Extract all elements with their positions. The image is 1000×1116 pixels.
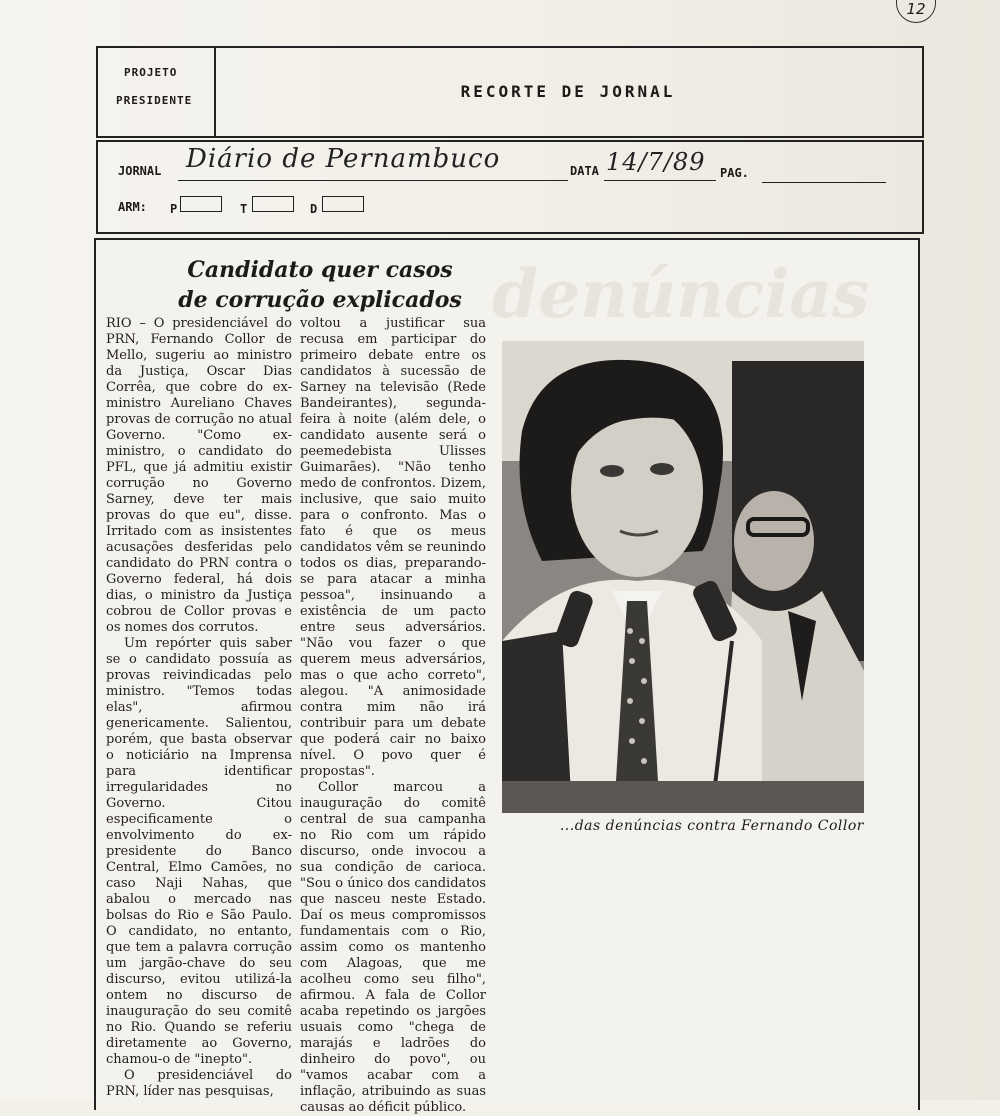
project-label-line1: PROJETO	[124, 66, 178, 79]
arm-d-label: D	[310, 202, 318, 216]
pag-underline	[762, 182, 886, 183]
corner-page-mark: 12	[896, 0, 936, 23]
article-column-1	[106, 316, 292, 1100]
jornal-label: JORNAL	[118, 164, 162, 178]
newspaper-info-box	[96, 140, 924, 234]
col2-paragraph-2: Collor marcou a inauguração do comitê central de sua campanha no Rio com um rápido discurso, onde invocou a sua condição de carioca. "Sou o único dos candidatos que nasceu neste Estado. Daí os meus compromissos fundamentais com o Rio, assim como os mantenho com Alagoas, que me acolheu como seu filho", afirmou. A fala de Collor acaba repetindo os jargões usuais como "chega de marajás e ladrões do dinheiro do povo", ou "vamos acabar com a inflação, atribuindo as suas causas ao déficit público.	[300, 780, 486, 1115]
project-label	[98, 48, 216, 136]
arm-p-label: P	[170, 202, 178, 216]
jornal-underline	[178, 180, 568, 181]
form-title: RECORTE DE JORNAL	[460, 82, 676, 101]
bleedthrough-headline: denúncias	[492, 255, 870, 333]
headline-line1: Candidato quer casos	[187, 257, 453, 283]
col1-paragraph-2: Um repórter quis saber se o candidato possuía as provas reivindicadas pelo ministro. "Temos todas elas", afirmou genericamente. Salientou, porém, que basta observar o noticiário na Imprensa para identificar irregularidades no Governo. Citou especificamente o envolvimento do ex-presidente do Banco Central, Elmo Camões, no caso Naji Nahas, que abalou o mercado nas bolsas do Rio e São Paulo. O candidato, no entanto, que tem a palavra corrução um jargão-chave do seu discurso, evitou utilizá-la ontem no discurso de inauguração do seu comitê no Rio. Quando se referiu diretamente ao Governo, chamou-o de "inepto".	[106, 636, 292, 1067]
header-box	[96, 46, 924, 138]
news-photo	[502, 341, 864, 813]
arm-label: ARM:	[118, 200, 147, 214]
project-label-line2: PRESIDENTE	[116, 94, 193, 107]
arm-t-box	[252, 196, 294, 212]
col1-paragraph-1: RIO – O presidenciável do PRN, Fernando Collor de Mello, sugeriu ao ministro da Justiça, Oscar Dias Corrêa, que cobre do ex-ministro Aureliano Chaves provas de corrução no atual Governo. "Como ex-ministro, o candidato do PFL, que já admitiu existir corrução no Governo Sarney, deve ter mais provas do que eu", disse. Irritado com as insistentes acusações desferidas pelo candidato do PRN contra o Governo federal, há dois dias, o ministro da Justiça cobrou de Collor provas e os nomes dos corrutos.	[106, 316, 292, 635]
data-handwritten-value: 14/7/89	[606, 148, 706, 176]
jornal-handwritten-value: Diário de Pernambuco	[186, 144, 501, 174]
arm-t-label: T	[240, 202, 248, 216]
col2-paragraph-1: voltou a justificar sua recusa em participar do primeiro debate entre os candidatos à sucessão de Sarney na televisão (Rede Bandeirantes), segunda-feira à noite (além dele, o candidato ausente será o peemedebista Ulisses Guimarães). "Não tenho medo de confrontos. Dizem, inclusive, que saio muito para o confronto. Mas o fato é que os meus candidatos vêm se reunindo todos os dias, preparando-se para atacar a minha pessoa", insinuando a existência de um pacto entre seus adversários. "Não vou fazer o que querem meus adversários, mas o que acho correto", alegou. "A animosidade contra mim não irá contribuir para um debate que poderá cair no baixo nível. O povo quer é propostas".	[300, 316, 486, 779]
article-headline	[150, 255, 490, 315]
data-label: DATA	[570, 164, 599, 178]
article-column-2	[300, 316, 486, 1116]
arm-p-box	[180, 196, 222, 212]
photo-illustration	[502, 341, 864, 813]
photo-caption: ...das denúncias contra Fernando Collor	[559, 818, 864, 834]
arm-d-box	[322, 196, 364, 212]
col1-paragraph-3: O presidenciável do PRN, líder nas pesquisas,	[106, 1068, 292, 1099]
pag-label: PAG.	[720, 166, 749, 180]
data-underline	[604, 180, 716, 181]
headline-line2: de corrução explicados	[178, 287, 462, 313]
